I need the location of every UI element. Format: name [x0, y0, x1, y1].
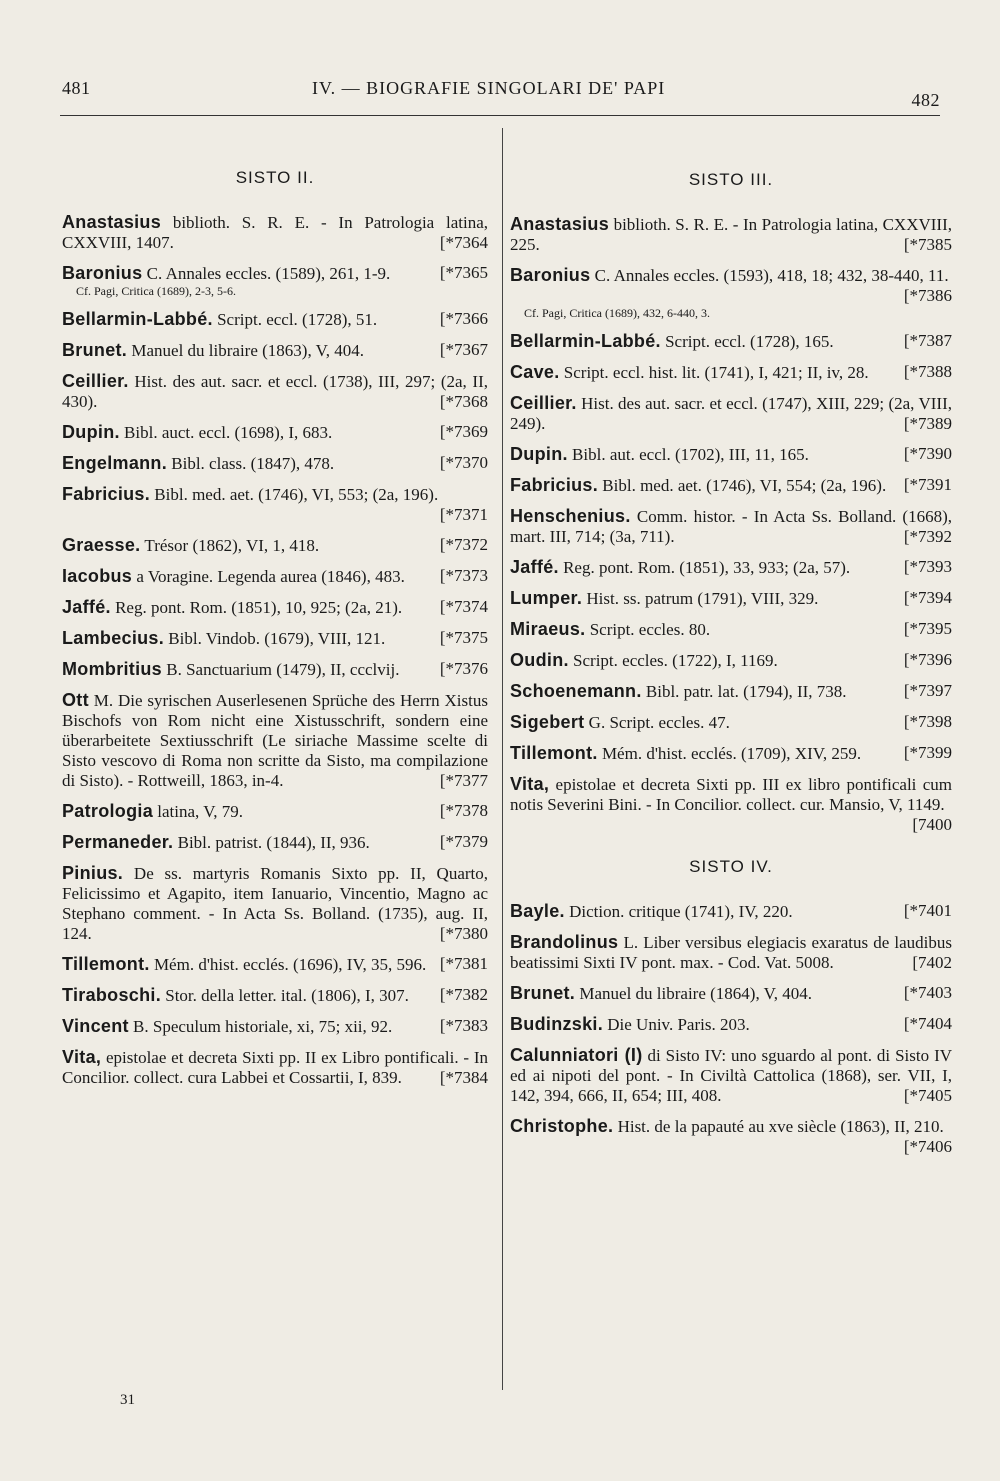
entry-text: latina, V, 79. — [157, 802, 244, 821]
entry-text: Reg. pont. Rom. (1851), 10, 925; (2a, 21). — [115, 598, 403, 617]
bibliography-entry — [510, 983, 952, 1004]
bibliography-entry — [510, 650, 952, 671]
entry-author: Cave. — [510, 362, 560, 382]
entry-text: M. Die syrischen Auserlesenen Sprüche des Herrn Xistus Bischofs von Rom nicht eine Xistusschrift, sondern eine überarbeitete Sextiusschrift (Le siriache Massime scelte di Sisto vescovo di Roma non scritte da Sisto, ma compilazione di Sisto). - Rottweill, 1863, in-4. — [62, 691, 488, 790]
entry-author: Calunniatori (I) — [510, 1045, 643, 1065]
entry-author: Lambecius. — [62, 628, 165, 648]
entry-number: [*7397 — [903, 681, 952, 700]
entry-text: a Voragine. Legenda aurea (1846), 483. — [136, 567, 405, 586]
entry-author: Baronius — [62, 263, 143, 283]
entry-number: [*7392 — [903, 527, 952, 546]
entry-text: B. Sanctuarium (1479), II, ccclvij. — [166, 660, 400, 679]
bibliography-entry — [510, 774, 952, 835]
entry-text: G. Script. eccles. 47. — [588, 713, 730, 732]
bibliography-entry — [510, 1014, 952, 1035]
entry-text: Hist. des aut. sacr. et eccl. (1738), III, 297; (2a, II, 430). — [62, 372, 488, 411]
bibliography-entry — [510, 1116, 952, 1157]
entry-number: [*7394 — [903, 588, 952, 607]
bibliography-entry — [62, 801, 488, 822]
entry-author: Fabricius. — [510, 475, 599, 495]
bibliography-entry — [510, 681, 952, 702]
entry-author: Bellarmin-Labbé. — [62, 309, 213, 329]
entry-author: Bayle. — [510, 901, 565, 921]
entry-author: Dupin. — [62, 422, 120, 442]
entry-number: [*7374 — [439, 597, 488, 616]
bibliography-entry — [510, 331, 952, 352]
section-title-sisto-iii: SISTO III. — [688, 170, 774, 189]
entry-number: [*7372 — [439, 535, 488, 554]
bibliography-entry — [62, 422, 488, 443]
bibliography-entry — [62, 566, 488, 587]
entry-number: [*7366 — [439, 309, 488, 328]
entry-number: [*7385 — [903, 235, 952, 254]
entry-text: biblioth. S. R. E. - In Patrologia latina, CXXVIII, 1407. — [62, 213, 489, 252]
entry-text: Bibl. med. aet. (1746), VI, 554; (2a, 196). — [602, 476, 887, 495]
entry-number: [*7393 — [903, 557, 952, 576]
entry-author: Bellarmin-Labbé. — [510, 331, 661, 351]
bibliography-entry — [62, 954, 488, 975]
header-rule — [60, 115, 940, 116]
entry-number: [*7379 — [439, 832, 488, 851]
entry-text: De ss. martyris Romanis Sixto pp. II, Quarto, Felicissimo et Agapito, item Ianuario, Vincentio, Magno ac Stephano comment. - In Acta Ss. Bolland. (1735), aug. II, 124. — [62, 864, 489, 943]
bibliography-entry — [510, 743, 952, 764]
entry-number: [*7391 — [903, 475, 952, 494]
entry-author: Vincent — [62, 1016, 129, 1036]
entry-number: [*7383 — [439, 1016, 488, 1035]
entry-number: [*7368 — [439, 392, 488, 411]
entry-number: [*7365 — [439, 263, 488, 282]
entry-author: Fabricius. — [62, 484, 151, 504]
bibliography-entry — [62, 832, 488, 853]
entry-text: Bibl. Vindob. (1679), VIII, 121. — [168, 629, 386, 648]
bibliography-entry — [62, 453, 488, 474]
entry-author: Brunet. — [62, 340, 128, 360]
left-column — [62, 160, 488, 1098]
entry-number: [*7364 — [439, 233, 488, 252]
entry-text: Script. eccl. hist. lit. (1741), I, 421; II, iv, 28. — [563, 363, 869, 382]
bibliography-entry — [62, 535, 488, 556]
entry-number: [*7404 — [903, 1014, 952, 1033]
right-entries — [510, 214, 952, 835]
entry-author: Brandolinus — [510, 932, 619, 952]
bibliography-entry — [62, 1047, 488, 1088]
entry-author: Sigebert — [510, 712, 585, 732]
entry-author: Jaffé. — [62, 597, 111, 617]
bibliography-entry — [62, 340, 488, 361]
entry-author: Brunet. — [510, 983, 576, 1003]
entry-author: Tillemont. — [510, 743, 598, 763]
left-entries — [62, 212, 488, 1088]
bibliography-entry — [510, 932, 952, 973]
entry-author: Miraeus. — [510, 619, 586, 639]
entry-text: Comm. histor. - In Acta Ss. Bolland. (1668), mart. III, 714; (3a, 711). — [510, 507, 952, 546]
entry-number: [*7378 — [439, 801, 488, 820]
bibliography-entry — [62, 985, 488, 1006]
entry-text: Hist. des aut. sacr. et eccl. (1747), XIII, 229; (2a, VIII, 249). — [510, 394, 952, 433]
entry-number: [*7373 — [439, 566, 488, 585]
entry-text: Die Univ. Paris. 203. — [607, 1015, 750, 1034]
entry-text: Trésor (1862), VI, 1, 418. — [144, 536, 320, 555]
entry-number: [*7376 — [439, 659, 488, 678]
entry-author: Jaffé. — [510, 557, 559, 577]
entry-number: [*7399 — [903, 743, 952, 762]
bibliography-entry — [62, 863, 488, 944]
bibliography-entry — [510, 901, 952, 922]
entry-text: Hist. de la papauté au xve siècle (1863), II, 210. — [617, 1117, 944, 1136]
entry-note: Cf. Pagi, Critica (1689), 2-3, 5-6. — [76, 284, 236, 298]
entry-text: Bibl. patrist. (1844), II, 936. — [177, 833, 370, 852]
bibliography-entry — [62, 659, 488, 680]
entry-number: [*7382 — [439, 985, 488, 1004]
bibliography-entry — [62, 263, 488, 299]
entry-text: epistolae et decreta Sixti pp. II ex Libro pontificali. - In Concilior. collect. cura Labbei et Cossartii, I, 839. — [62, 1048, 488, 1087]
bibliography-entry — [62, 628, 488, 649]
bibliography-entry — [62, 309, 488, 330]
bibliography-entry — [510, 557, 952, 578]
entry-text: B. Speculum historiale, xi, 75; xii, 92. — [133, 1017, 393, 1036]
entry-number: [*7398 — [903, 712, 952, 731]
page-number-left: 481 — [62, 78, 91, 98]
bibliography-entry — [510, 362, 952, 383]
entry-text: Bibl. aut. eccl. (1702), III, 11, 165. — [572, 445, 809, 464]
entry-author: Iacobus — [62, 566, 133, 586]
bibliography-entry — [62, 690, 488, 791]
signature-mark: 31 — [120, 1392, 135, 1408]
right-column — [510, 160, 952, 1167]
entry-number: [*7371 — [439, 505, 488, 524]
entry-number: [*7387 — [903, 331, 952, 350]
entry-author: Graesse. — [62, 535, 141, 555]
entry-author: Oudin. — [510, 650, 569, 670]
entry-text: Script. eccles. 80. — [589, 620, 711, 639]
entry-number: [*7405 — [903, 1086, 952, 1105]
bibliography-entry — [510, 265, 952, 321]
entry-number: [*7369 — [439, 422, 488, 441]
bibliography-entry — [510, 444, 952, 465]
entry-number: [*7396 — [903, 650, 952, 669]
entry-author: Schoenemann. — [510, 681, 642, 701]
entry-text: Manuel du libraire (1863), V, 404. — [131, 341, 364, 360]
entry-text: Script. eccl. (1728), 165. — [665, 332, 834, 351]
entry-number: [*7367 — [439, 340, 488, 359]
entry-number: [*7381 — [439, 954, 488, 973]
entry-author: Vita, — [510, 774, 550, 794]
bibliography-entry — [62, 484, 488, 525]
entry-author: Pinius. — [62, 863, 124, 883]
bibliography-entry — [510, 214, 952, 255]
entry-text: Stor. della letter. ital. (1806), I, 307. — [165, 986, 409, 1005]
entry-author: Tiraboschi. — [62, 985, 161, 1005]
section-title-sisto-iv: SISTO IV. — [689, 857, 773, 876]
bibliography-entry — [510, 712, 952, 733]
entry-text: Hist. ss. patrum (1791), VIII, 329. — [586, 589, 819, 608]
bibliography-entry — [510, 475, 952, 496]
entry-number: [7402 — [912, 953, 952, 972]
entry-text: Bibl. class. (1847), 478. — [171, 454, 335, 473]
entry-text: Diction. critique (1741), IV, 220. — [569, 902, 793, 921]
entry-author: Ceillier. — [62, 371, 129, 391]
entry-text: Bibl. med. aet. (1746), VI, 553; (2a, 196). — [154, 485, 439, 504]
column-divider — [502, 128, 503, 1390]
entry-number: [*7406 — [903, 1137, 952, 1156]
bibliography-entry — [510, 1045, 952, 1106]
entry-text: Reg. pont. Rom. (1851), 33, 933; (2a, 57). — [563, 558, 851, 577]
bibliography-entry — [62, 371, 488, 412]
page-number-right: 482 — [911, 90, 940, 110]
entry-author: Anastasius — [510, 214, 610, 234]
entry-number: [*7390 — [903, 444, 952, 463]
entry-number: [*7401 — [903, 901, 952, 920]
entry-number: [*7403 — [903, 983, 952, 1002]
running-title: IV. — BIOGRAFIE SINGOLARI DE' PAPI — [312, 78, 666, 98]
entry-author: Mombritius — [62, 659, 162, 679]
entry-number: [*7388 — [903, 362, 952, 381]
entry-number: [*7386 — [903, 286, 952, 305]
entry-text: biblioth. S. R. E. - In Patrologia latina, CXXVIII, 225. — [510, 215, 952, 254]
entry-number: [*7395 — [903, 619, 952, 638]
entry-text: Manuel du libraire (1864), V, 404. — [579, 984, 812, 1003]
entry-text: Mém. d'hist. ecclés. (1696), IV, 35, 596. — [153, 955, 427, 974]
entry-text: Bibl. auct. eccl. (1698), I, 683. — [124, 423, 333, 442]
entry-text: Script. eccl. (1728), 51. — [217, 310, 378, 329]
section-title-sisto-ii: SISTO II. — [235, 168, 315, 187]
entry-text: C. Annales eccles. (1593), 418, 18; 432, 38-440, 11. — [594, 266, 949, 285]
entry-number: [*7389 — [903, 414, 952, 433]
entry-author: Budinzski. — [510, 1014, 604, 1034]
entry-number: [*7375 — [439, 628, 488, 647]
bibliography-entry — [510, 393, 952, 434]
entry-author: Patrologia — [62, 801, 154, 821]
bibliography-entry — [510, 588, 952, 609]
entry-text: di Sisto IV: uno sguardo al pont. di Sisto IV ed ai nipoti del pont. - In Civiltà Cattolica (1868), ser. VII, I, 142, 394, 666, II, 654; III, 408. — [510, 1046, 953, 1105]
right-entries-2 — [510, 901, 952, 1157]
entry-author: Permaneder. — [62, 832, 174, 852]
bibliography-entry — [62, 212, 488, 253]
entry-author: Dupin. — [510, 444, 568, 464]
bibliography-entry — [62, 1016, 488, 1037]
entry-author: Lumper. — [510, 588, 583, 608]
bibliography-entry — [510, 619, 952, 640]
entry-author: Baronius — [510, 265, 591, 285]
entry-author: Vita, — [62, 1047, 102, 1067]
entry-text: Mém. d'hist. ecclés. (1709), XIV, 259. — [601, 744, 862, 763]
entry-text: Script. eccles. (1722), I, 1169. — [573, 651, 778, 670]
entry-author: Ott — [62, 690, 89, 710]
entry-text: C. Annales eccles. (1589), 261, 1-9. — [146, 264, 391, 283]
entry-number: [*7380 — [439, 924, 488, 943]
entry-author: Ceillier. — [510, 393, 577, 413]
entry-note: Cf. Pagi, Critica (1689), 432, 6-440, 3. — [524, 306, 710, 320]
entry-number: [*7370 — [439, 453, 488, 472]
entry-author: Tillemont. — [62, 954, 150, 974]
entry-number: [*7384 — [439, 1068, 488, 1087]
entry-text: L. Liber versibus elegiacis exaratus de laudibus beatissimi Sixti IV pont. max. - Cod. Vat. 5008. — [510, 933, 952, 972]
entry-number: [*7377 — [439, 771, 488, 790]
entry-author: Christophe. — [510, 1116, 614, 1136]
entry-text: epistolae et decreta Sixti pp. III ex libro pontificali cum notis Severini Bini. - In Concilior. collect. cur. Mansio, V, 1149. — [510, 775, 952, 814]
entry-author: Anastasius — [62, 212, 162, 232]
entry-number: [7400 — [912, 815, 952, 834]
entry-author: Henschenius. — [510, 506, 631, 526]
bibliography-entry — [62, 597, 488, 618]
bibliography-entry — [510, 506, 952, 547]
entry-author: Engelmann. — [62, 453, 168, 473]
entry-text: Bibl. patr. lat. (1794), II, 738. — [645, 682, 847, 701]
